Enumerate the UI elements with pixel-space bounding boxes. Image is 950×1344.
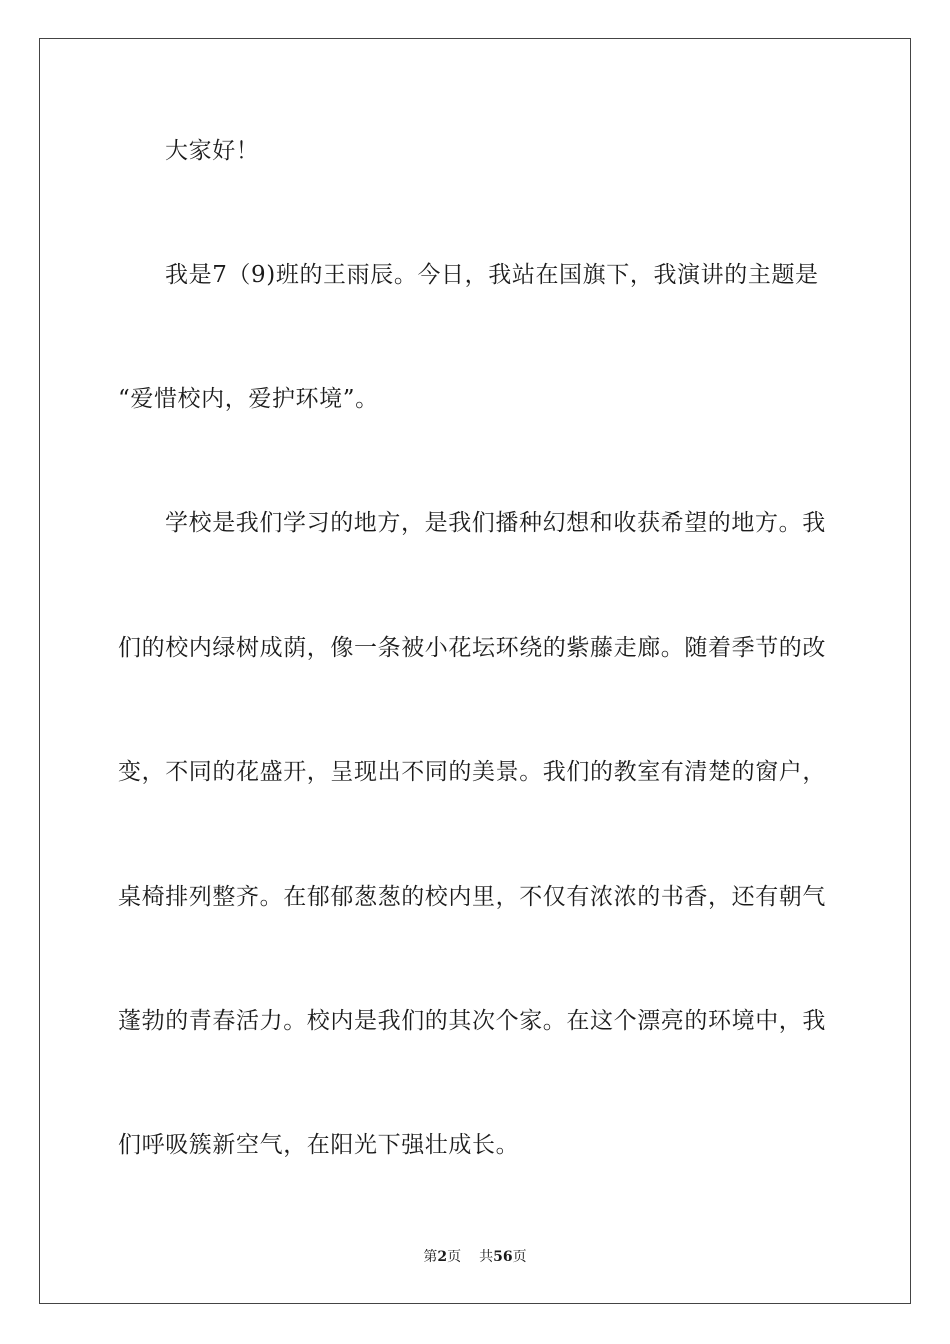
page-prefix: 第 — [423, 1249, 438, 1265]
page-footer — [0, 1248, 950, 1266]
paragraph-1-line-1: 我是7（9)班的王雨辰。今日，我站在国旗下，我演讲的主题是 — [165, 262, 819, 288]
greeting-line: 大家好！ — [165, 138, 260, 164]
total-suffix: 页 — [512, 1249, 527, 1265]
paragraph-1-line-2: “爱惜校内，爱护环境”。 — [118, 386, 379, 412]
paragraph-2-line-2: 们的校内绿树成荫，像一条被小花坛环绕的紫藤走廊。随着季节的改 — [118, 635, 826, 661]
page-number: 2 — [437, 1249, 448, 1265]
paragraph-2-line-4: 桌椅排列整齐。在郁郁葱葱的校内里，不仅有浓浓的书香，还有朝气 — [118, 884, 826, 910]
paragraph-2-line-3: 变，不同的花盛开，呈现出不同的美景。我们的教室有清楚的窗户， — [118, 759, 826, 785]
paragraph-2-line-6: 们呼吸簇新空气，在阳光下强壮成长。 — [118, 1132, 520, 1158]
paragraph-2-line-1: 学校是我们学习的地方，是我们播种幻想和收获希望的地方。我 — [165, 510, 826, 536]
page-suffix: 页 — [447, 1249, 462, 1265]
total-prefix: 共 — [479, 1249, 494, 1265]
page-border — [39, 38, 911, 1304]
total-pages: 56 — [493, 1249, 513, 1265]
paragraph-2-line-5: 蓬勃的青春活力。校内是我们的其次个家。在这个漂亮的环境中，我 — [118, 1008, 826, 1034]
